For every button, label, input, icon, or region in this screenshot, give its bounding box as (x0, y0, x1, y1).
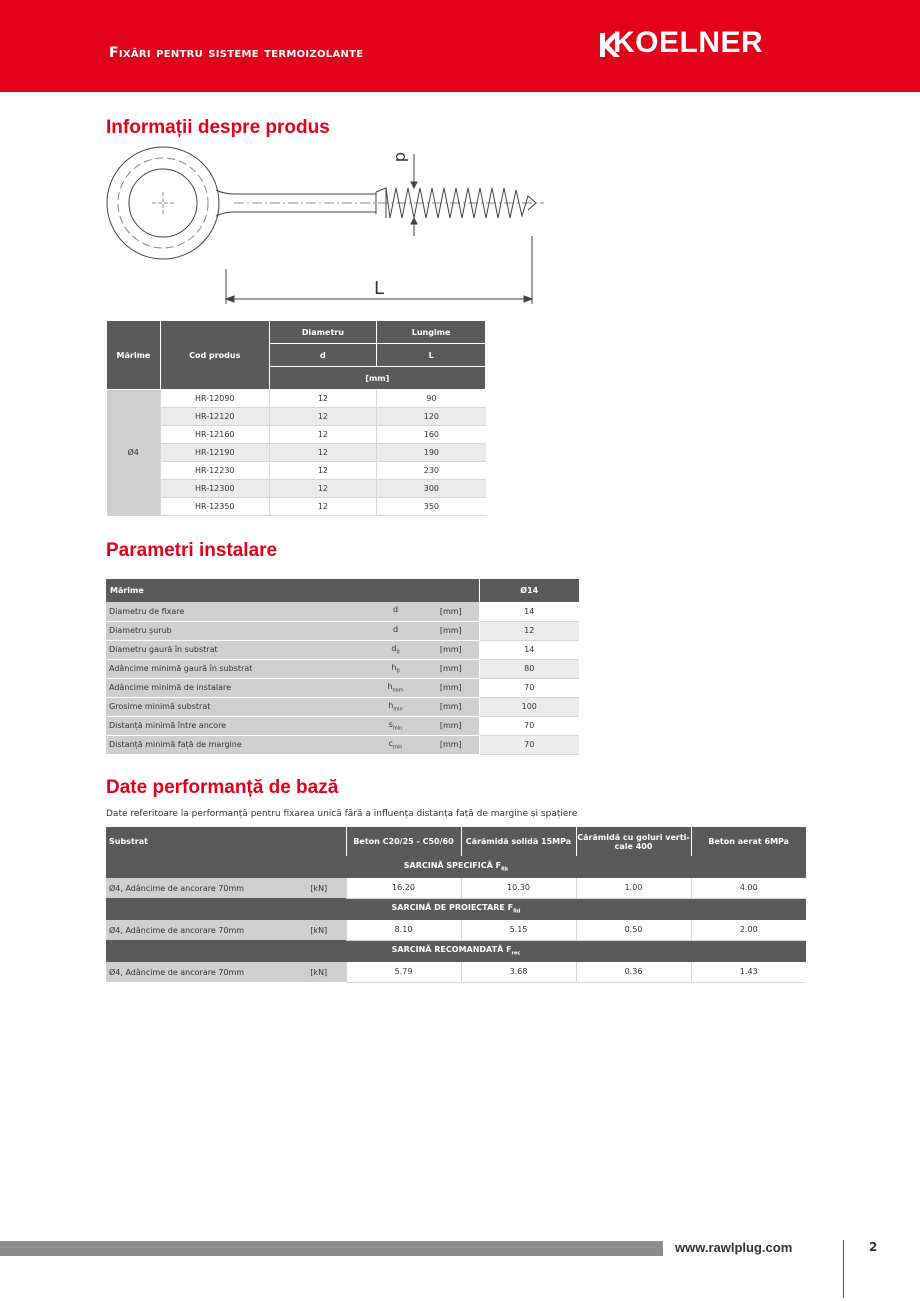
header-value: Ø14 (479, 579, 579, 602)
table-cell: 12 (269, 498, 377, 516)
eye-screw-drawing (104, 144, 554, 310)
header-sym-d: d (269, 344, 377, 367)
param-label: Distanță minimă între ancore (106, 716, 368, 735)
param-label: Diametru de fixare (106, 602, 368, 621)
header-size: Mărime (107, 321, 161, 390)
table-cell: 12 (269, 408, 377, 426)
table-cell: 190 (377, 444, 486, 462)
param-label: Adâncime minimă de instalare (106, 678, 368, 697)
table-cell: HR-12350 (160, 498, 269, 516)
footer-url[interactable]: www.rawlplug.com (675, 1240, 793, 1255)
table-cell: HR-12230 (160, 462, 269, 480)
param-unit: [mm] (423, 735, 479, 754)
install-params-table (106, 579, 579, 755)
param-label: Diametru șurub (106, 621, 368, 640)
perf-value: 10.30 (461, 878, 576, 898)
table-cell: 12 (269, 390, 377, 408)
param-unit: [mm] (423, 640, 479, 659)
param-symbol: d (368, 602, 423, 621)
param-unit: [mm] (423, 697, 479, 716)
table-cell: HR-12300 (160, 480, 269, 498)
table-cell: HR-12120 (160, 408, 269, 426)
perf-value: 5.15 (461, 920, 576, 940)
dimension-label-d: d (392, 152, 411, 163)
table-cell: 230 (377, 462, 486, 480)
header-diameter: Diametru (269, 321, 377, 344)
param-symbol: $c_{min}$ (368, 735, 423, 754)
footer-bar (0, 1241, 663, 1256)
brand-logo: KOELNER (613, 26, 764, 59)
header-substrate: Substrat (106, 827, 346, 856)
page-number: 2 (869, 1240, 878, 1254)
param-value: 14 (479, 640, 579, 659)
section-title-product-info: Informații despre produs (106, 117, 330, 138)
size-cell: Ø4 (107, 390, 161, 516)
product-table (106, 320, 486, 516)
param-unit: [mm] (423, 716, 479, 735)
table-cell: 90 (377, 390, 486, 408)
param-value: 100 (479, 697, 579, 716)
header-title: Fixări pentru sisteme termoizolante (109, 45, 364, 61)
row-label: Ø4, Adâncime de ancorare 70mm (106, 962, 292, 982)
param-symbol: d (368, 621, 423, 640)
param-symbol: $h_0$ (368, 659, 423, 678)
dimension-label-L: L (374, 278, 385, 299)
header-length: Lungime (377, 321, 486, 344)
row-unit: [kN] (292, 920, 346, 940)
section-title-install-params: Parametri instalare (106, 540, 278, 561)
table-cell: 120 (377, 408, 486, 426)
perf-value: 8.10 (346, 920, 461, 940)
header-size: Mărime (106, 579, 479, 602)
header-code: Cod produs (160, 321, 269, 390)
row-unit: [kN] (292, 962, 346, 982)
param-label: Grosime minimă substrat (106, 697, 368, 716)
table-cell: 160 (377, 426, 486, 444)
param-symbol: $s_{min}$ (368, 716, 423, 735)
row-unit: [kN] (292, 878, 346, 898)
performance-table (106, 827, 806, 983)
perf-value: 1.00 (576, 878, 691, 898)
page-header (0, 0, 920, 92)
footer-divider (843, 1240, 844, 1298)
table-cell: 12 (269, 480, 377, 498)
header-hollow-brick: Cărămidă cu goluri verti-cale 400 (576, 827, 691, 856)
table-cell: HR-12090 (160, 390, 269, 408)
section-title-performance: Date performanță de bază (106, 777, 339, 798)
performance-note: Date referitoare la performanță pentru fixarea unică fără a influența distanța față de margine și spațiere (106, 809, 578, 819)
band-characteristic-load: SARCINĂ SPECIFICĂ $F_{Rk}$ (106, 856, 806, 878)
header-concrete: Beton C20/25 - C50/60 (346, 827, 461, 856)
header-solid-brick: Cărămidă solidă 15MPa (461, 827, 576, 856)
param-label: Adâncime minimă gaură în substrat (106, 659, 368, 678)
band-design-load: SARCINĂ DE PROIECTARE $F_{Rd}$ (106, 898, 806, 920)
table-cell: 12 (269, 426, 377, 444)
perf-value: 0.50 (576, 920, 691, 940)
param-symbol: $h_{nom}$ (368, 678, 423, 697)
param-value: 70 (479, 716, 579, 735)
header-aerated: Beton aerat 6MPa (691, 827, 806, 856)
row-label: Ø4, Adâncime de ancorare 70mm (106, 878, 292, 898)
table-cell: HR-12190 (160, 444, 269, 462)
param-value: 80 (479, 659, 579, 678)
perf-value: 1.43 (691, 962, 806, 982)
param-value: 14 (479, 602, 579, 621)
param-unit: [mm] (423, 621, 479, 640)
param-value: 70 (479, 735, 579, 754)
param-label: Diametru gaură în substrat (106, 640, 368, 659)
perf-value: 5.79 (346, 962, 461, 982)
perf-value: 16.20 (346, 878, 461, 898)
param-unit: [mm] (423, 602, 479, 621)
header-sym-L: L (377, 344, 486, 367)
header-unit: [mm] (269, 367, 485, 390)
table-cell: 350 (377, 498, 486, 516)
param-label: Distanță minimă față de margine (106, 735, 368, 754)
perf-value: 2.00 (691, 920, 806, 940)
param-unit: [mm] (423, 659, 479, 678)
table-cell: 12 (269, 462, 377, 480)
param-symbol: $h_{min}$ (368, 697, 423, 716)
table-cell: 12 (269, 444, 377, 462)
param-value: 70 (479, 678, 579, 697)
param-unit: [mm] (423, 678, 479, 697)
param-value: 12 (479, 621, 579, 640)
table-cell: 300 (377, 480, 486, 498)
perf-value: 3.68 (461, 962, 576, 982)
perf-value: 4.00 (691, 878, 806, 898)
row-label: Ø4, Adâncime de ancorare 70mm (106, 920, 292, 940)
perf-value: 0.36 (576, 962, 691, 982)
table-cell: HR-12160 (160, 426, 269, 444)
param-symbol: $d_0$ (368, 640, 423, 659)
band-recommended-load: SARCINĂ RECOMANDATĂ $F_{rec}$ (106, 940, 806, 962)
